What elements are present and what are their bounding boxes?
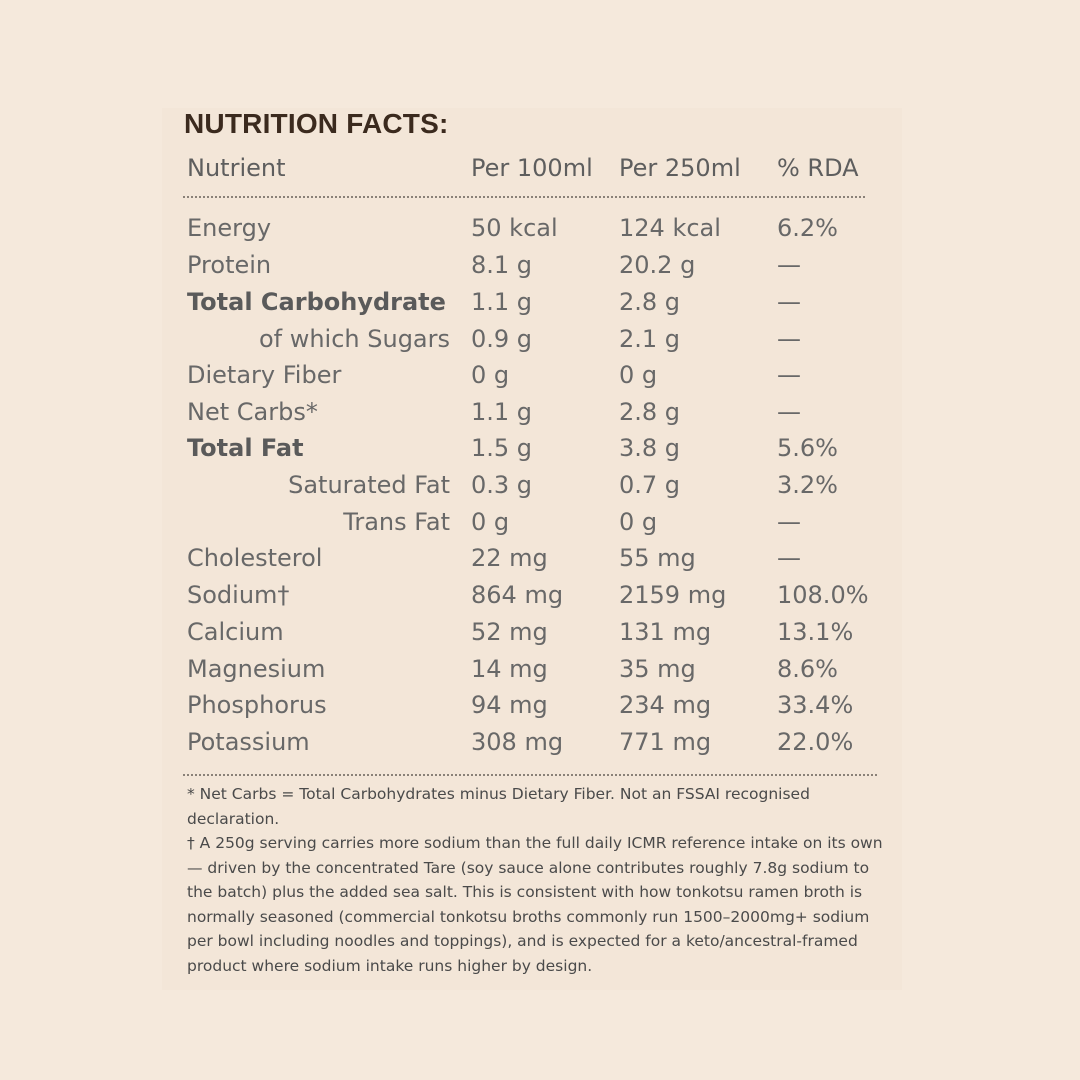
value-rda: 5.6% xyxy=(777,434,838,462)
value-per-250ml: 2159 mg xyxy=(619,581,727,609)
table-row xyxy=(0,540,1080,576)
nutrient-name: Saturated Fat xyxy=(288,471,450,499)
table-row xyxy=(0,210,1080,246)
value-rda: — xyxy=(777,288,801,316)
table-row xyxy=(0,357,1080,393)
table-row xyxy=(0,430,1080,466)
nutrient-name: Magnesium xyxy=(187,655,326,683)
table-row xyxy=(0,724,1080,760)
value-per-100ml: 1.5 g xyxy=(471,434,533,462)
value-per-250ml: 0 g xyxy=(619,361,658,389)
footnote-sodium: † A 250g serving carries more sodium than the full daily ICMR reference intake on its own — driven by the concentrated Tare (soy sauce alone contributes roughly 7.8g sodium to the batch) plus the added sea salt. This is consistent with how tonkotsu ramen broth is normally seasoned (commercial tonkotsu broths commonly run 1500–2000mg+ sodium per bowl including noodles and toppings), and is expected for a keto/ancestral-framed product where sodium intake runs higher by design. xyxy=(187,834,883,975)
value-rda: — xyxy=(777,361,801,389)
value-rda: 6.2% xyxy=(777,214,838,242)
value-per-100ml: 1.1 g xyxy=(471,398,533,426)
value-per-100ml: 22 mg xyxy=(471,544,548,572)
value-per-250ml: 35 mg xyxy=(619,655,696,683)
value-per-100ml: 308 mg xyxy=(471,728,564,756)
table-row xyxy=(0,651,1080,687)
table-row xyxy=(0,321,1080,357)
value-per-250ml: 771 mg xyxy=(619,728,712,756)
value-per-100ml: 1.1 g xyxy=(471,288,533,316)
nutrient-name: Protein xyxy=(187,251,272,279)
table-row xyxy=(0,467,1080,503)
value-rda: — xyxy=(777,544,801,572)
value-rda: 33.4% xyxy=(777,691,854,719)
footnote-net-carbs: * Net Carbs = Total Carbohydrates minus Dietary Fiber. Not an FSSAI recognised declaration. xyxy=(187,785,810,828)
value-per-100ml: 0 g xyxy=(471,508,510,536)
value-per-100ml: 94 mg xyxy=(471,691,548,719)
value-per-250ml: 3.8 g xyxy=(619,434,681,462)
value-per-100ml: 52 mg xyxy=(471,618,548,646)
table-row xyxy=(0,394,1080,430)
value-rda: — xyxy=(777,325,801,353)
value-per-250ml: 2.8 g xyxy=(619,288,681,316)
table-row xyxy=(0,614,1080,650)
table-row xyxy=(0,577,1080,613)
nutrient-name: Total Fat xyxy=(187,434,304,462)
nutrient-name: Net Carbs* xyxy=(187,398,318,426)
value-rda: 3.2% xyxy=(777,471,838,499)
nutrient-name: Energy xyxy=(187,214,272,242)
value-rda: 8.6% xyxy=(777,655,838,683)
table-row xyxy=(0,284,1080,320)
value-rda: — xyxy=(777,508,801,536)
value-per-100ml: 50 kcal xyxy=(471,214,558,242)
value-per-250ml: 124 kcal xyxy=(619,214,721,242)
header-divider xyxy=(183,196,865,198)
nutrient-name: Total Carbohydrate xyxy=(187,288,446,316)
page-title: NUTRITION FACTS: xyxy=(184,108,449,139)
table-row xyxy=(0,687,1080,723)
value-per-100ml: 0.9 g xyxy=(471,325,533,353)
value-rda: 22.0% xyxy=(777,728,854,756)
value-per-250ml: 20.2 g xyxy=(619,251,696,279)
column-header-per-100ml: Per 100ml xyxy=(471,154,593,182)
nutrient-name: of which Sugars xyxy=(258,325,450,353)
nutrient-name: Dietary Fiber xyxy=(187,361,342,389)
value-per-250ml: 55 mg xyxy=(619,544,696,572)
table-row xyxy=(0,504,1080,540)
nutrient-name: Trans Fat xyxy=(343,508,450,536)
nutrient-name: Sodium† xyxy=(187,581,290,609)
value-per-250ml: 0.7 g xyxy=(619,471,681,499)
value-per-250ml: 2.1 g xyxy=(619,325,681,353)
nutrient-name: Cholesterol xyxy=(187,544,323,572)
nutrient-name: Calcium xyxy=(187,618,284,646)
value-per-250ml: 2.8 g xyxy=(619,398,681,426)
value-per-100ml: 0.3 g xyxy=(471,471,533,499)
value-rda: 13.1% xyxy=(777,618,854,646)
value-per-100ml: 0 g xyxy=(471,361,510,389)
value-per-100ml: 8.1 g xyxy=(471,251,533,279)
column-header-rda: % RDA xyxy=(777,154,859,182)
value-per-250ml: 131 mg xyxy=(619,618,712,646)
column-header-per-250ml: Per 250ml xyxy=(619,154,741,182)
value-per-250ml: 234 mg xyxy=(619,691,712,719)
footnote-divider xyxy=(183,774,877,776)
value-rda: — xyxy=(777,398,801,426)
value-per-100ml: 14 mg xyxy=(471,655,548,683)
column-header-nutrient: Nutrient xyxy=(187,154,286,182)
value-per-100ml: 864 mg xyxy=(471,581,564,609)
value-rda: — xyxy=(777,251,801,279)
nutrient-name: Potassium xyxy=(187,728,310,756)
value-rda: 108.0% xyxy=(777,581,869,609)
footnotes xyxy=(187,782,887,978)
table-row xyxy=(0,247,1080,283)
value-per-250ml: 0 g xyxy=(619,508,658,536)
nutrient-name: Phosphorus xyxy=(187,691,327,719)
